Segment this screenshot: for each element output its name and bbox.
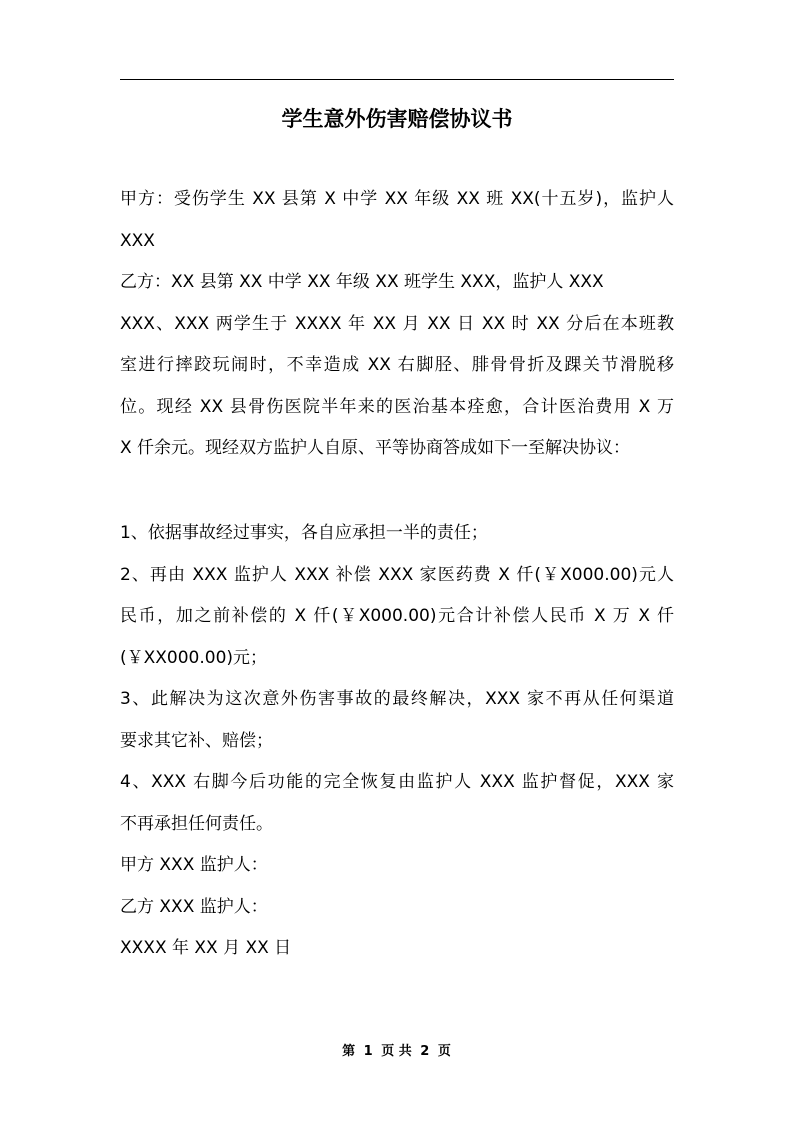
incident-line-3: 位。现经 XX 县骨伤医院半年来的医治基本痊愈，合计医治费用 X 万	[120, 396, 674, 417]
term-2-line-3: (￥XX000.00)元；	[120, 647, 268, 668]
term-2-line-1: 2、再由 XXX 监护人 XXX 补偿 XXX 家医药费 X 仟(￥X000.00)元人	[120, 564, 674, 585]
party-b-line: 乙方：XX 县第 XX 中学 XX 年级 XX 班学生 XXX，监护人 XXX	[120, 272, 604, 292]
incident-line-4: X 仟余元。现经双方监护人自原、平等协商答成如下一至解决协议：	[120, 438, 631, 458]
page-current-number: 1	[363, 1044, 373, 1059]
agreement-parties-block	[120, 179, 674, 470]
incident-line-2: 室进行摔跤玩闹时，不幸造成 XX 右脚胫、腓骨骨折及踝关节滑脱移	[120, 355, 674, 375]
page-total-number: 2	[420, 1044, 430, 1059]
incident-line-1: XXX、XXX 两学生于 XXXX 年 XX 月 XX 日 XX 时 XX 分后在本班教	[120, 313, 674, 334]
term-4-line-1: 4、XXX 右脚今后功能的完全恢复由监护人 XXX 监护督促，XXX 家	[120, 772, 674, 792]
header-rule	[120, 79, 674, 80]
party-a-guardian-line: XXX	[120, 230, 155, 251]
page-footer	[0, 1040, 793, 1064]
term-3-line-1: 3、此解决为这次意外伤害事故的最终解决，XXX 家不再从任何渠道	[120, 689, 674, 709]
term-4-line-2: 不再承担任何责任。	[120, 813, 273, 834]
page-label-prefix: 第	[342, 1044, 356, 1059]
term-3-line-2: 要求其它补、赔偿；	[120, 730, 273, 751]
party-a-line: 甲方：受伤学生 XX 县第 X 中学 XX 年级 XX 班 XX(十五岁)，监护人	[120, 189, 674, 209]
signature-date: XXXX 年 XX 月 XX 日	[120, 938, 292, 958]
document-title: 学生意外伤害赔偿协议书	[281, 107, 513, 131]
page-label-mid: 页 共	[381, 1044, 412, 1059]
signature-party-b: 乙方 XXX 监护人：	[120, 896, 268, 917]
agreement-terms-block	[120, 513, 674, 970]
page-label-suffix: 页	[437, 1044, 451, 1059]
term-1: 1、依据事故经过事实，各自应承担一半的责任；	[120, 523, 488, 543]
signature-party-a: 甲方 XXX 监护人：	[120, 855, 268, 875]
term-2-line-2: 民币，加之前补偿的 X 仟(￥X000.00)元合计补偿人民币 X 万 X 仟	[120, 606, 674, 626]
